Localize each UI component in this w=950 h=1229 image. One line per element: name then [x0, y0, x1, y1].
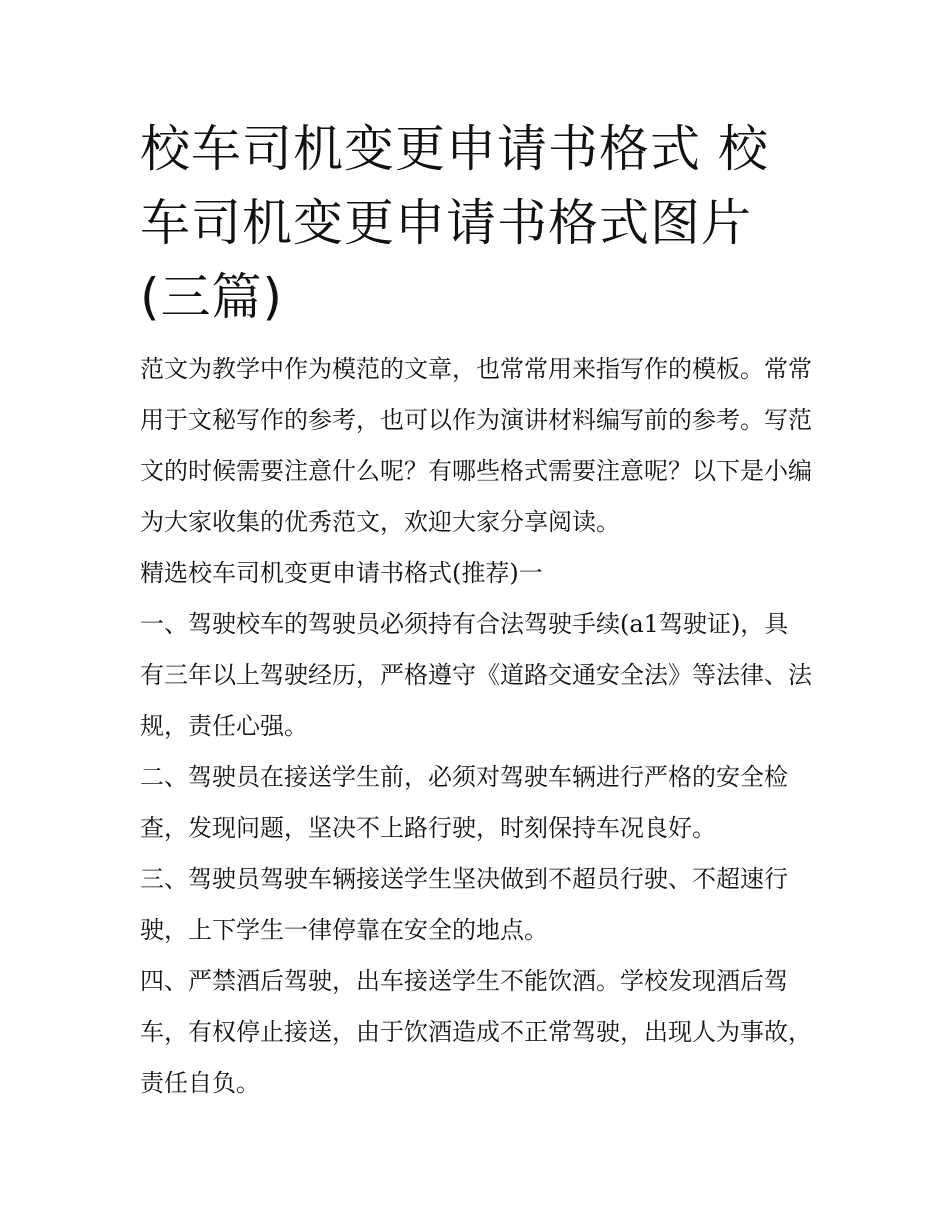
document-title: 校车司机变更申请书格式 校车司机变更申请书格式图片(三篇) [140, 120, 769, 326]
rule-item-4: 四、严禁酒后驾驶，出车接送学生不能饮酒。学校发现酒后驾车，有权停止接送，由于饮酒造成不正常驾驶，出现人为事故，责任自负。 [140, 967, 812, 1097]
section-heading: 精选校车司机变更申请书格式(推荐)一 [140, 559, 543, 587]
rule-item-1: 一、驾驶校车的驾驶员必须持有合法驾驶手续(a1驾驶证)，具有三年以上驾驶经历，严格遵守《道路交通安全法》等法律、法规，责任心强。 [140, 610, 812, 740]
document-content [140, 112, 812, 1109]
document-body [140, 344, 812, 1109]
rule-item-2: 二、驾驶员在接送学生前，必须对驾驶车辆进行严格的安全检查，发现问题，坚决不上路行驶，时刻保持车况良好。 [140, 763, 788, 842]
intro-paragraph: 范文为教学中作为模范的文章，也常常用来指写作的模板。常常用于文秘写作的参考，也可以作为演讲材料编写前的参考。写范文的时候需要注意什么呢？有哪些格式需要注意呢？以下是小编为大家收集的优秀范文，欢迎大家分享阅读。 [140, 355, 812, 536]
rule-item-3: 三、驾驶员驾驶车辆接送学生坚决做到不超员行驶、不超速行驶，上下学生一律停靠在安全的地点。 [140, 865, 788, 944]
